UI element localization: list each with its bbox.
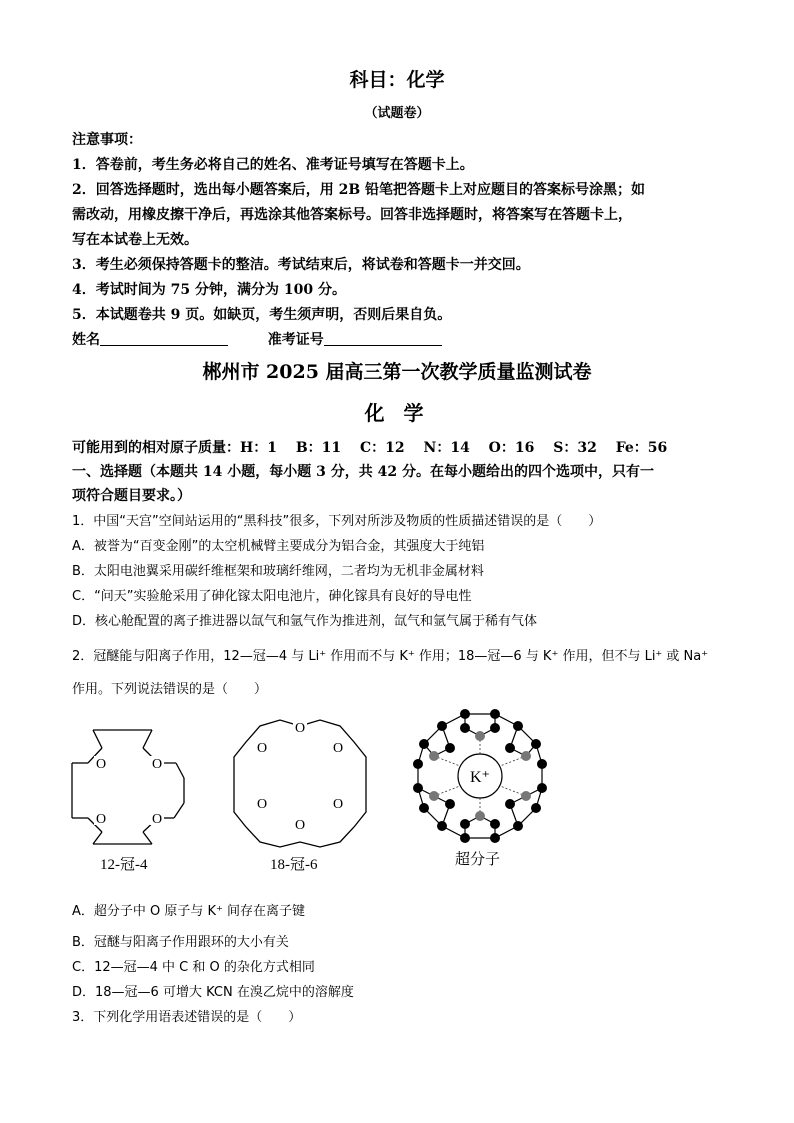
- oxygen-label: O: [256, 741, 268, 756]
- oxygen-label: O: [95, 812, 107, 827]
- candidate-info-row: [72, 330, 442, 350]
- label-supramolecule: 超分子: [455, 852, 501, 868]
- exam-title: 郴州市 2025 届高三第一次教学质量监测试卷: [202, 361, 592, 383]
- q2-option-c: C．12—冠—4 中 C 和 O 的杂化方式相同: [72, 960, 315, 975]
- oxygen-label: O: [151, 757, 163, 772]
- q1-stem: 1．中国“天宫”空间站运用的“黑科技”很多，下列对所涉及物质的性质描述错误的是（ ）: [72, 514, 602, 529]
- q1-option-d: D．核心舱配置的离子推进器以氙气和氩气作为推进剂，氙气和氩气属于稀有气体: [72, 614, 538, 629]
- label-18-crown-6: 18-冠-6: [270, 857, 318, 873]
- oxygen-label: O: [256, 797, 268, 812]
- oxygen-label: O: [332, 797, 344, 812]
- q2-option-a: A．超分子中 O 原子与 K⁺ 间存在离子键: [72, 904, 306, 919]
- notice-title: 注意事项：: [72, 132, 142, 148]
- section-heading-cont: 项符合题目要求。）: [72, 488, 191, 504]
- notice-item: 4．考试时间为 75 分钟，满分为 100 分。: [72, 282, 346, 298]
- oxygen-label: O: [294, 818, 306, 833]
- q3-stem: 3．下列化学用语表述错误的是（ ）: [72, 1010, 302, 1025]
- oxygen-label: O: [95, 757, 107, 772]
- q1-option-c: C．“问天”实验舱采用了砷化镓太阳电池片，砷化镓具有良好的导电性: [72, 589, 472, 604]
- supramolecule-diagram: [410, 706, 550, 846]
- exam-subject: 化 学: [364, 401, 430, 425]
- q2-stem-cont: 作用。下列说法错误的是（ ）: [72, 682, 268, 697]
- crown-12-4-diagram: [70, 718, 200, 848]
- q2-option-b: B．冠醚与阳离子作用跟环的大小有关: [72, 935, 289, 950]
- crown-18-6-diagram: [230, 712, 370, 852]
- notice-item: 5．本试题卷共 9 页。如缺页，考生须声明，否则后果自负。: [72, 307, 452, 323]
- id-blank[interactable]: [324, 331, 442, 346]
- q2-option-d: D．18—冠—6 可增大 KCN 在溴乙烷中的溶解度: [72, 985, 354, 1000]
- oxygen-label: O: [332, 741, 344, 756]
- notice-item: 1．答卷前，考生务必将自己的姓名、准考证号填写在答题卡上。: [72, 157, 474, 173]
- q2-stem: 2．冠醚能与阳离子作用，12—冠—4 与 Li⁺ 作用而不与 K⁺ 作用；18—冠—6 与 K⁺ 作用，但不与 Li⁺ 或 Na⁺: [72, 649, 709, 664]
- oxygen-label: O: [151, 812, 163, 827]
- atomic-masses: 可能用到的相对原子质量：H：1 B：11 C：12 N：14 O：16 S：32 Fe：56: [72, 440, 668, 456]
- section-heading: 一、选择题（本题共 14 小题，每小题 3 分，共 42 分。在每小题给出的四个选项中，只有一: [72, 464, 654, 480]
- id-label: 准考证号: [267, 332, 324, 348]
- q1-option-b: B．太阳电池翼采用碳纤维框架和玻璃纤维网，二者均为无机非金属材料: [72, 564, 484, 579]
- label-12-crown-4: 12-冠-4: [100, 857, 148, 873]
- name-blank[interactable]: [100, 331, 228, 346]
- notice-item: 2．回答选择题时，选出每小题答案后，用 2B 铅笔把答题卡上对应题目的答案标号涂黑；如: [72, 182, 646, 198]
- notice-item: 写在本试卷上无效。: [72, 232, 198, 248]
- subject-title: 科目：化学: [349, 69, 445, 91]
- potassium-ion-label: K⁺: [470, 769, 490, 786]
- paper-type: （试题卷）: [364, 106, 430, 121]
- notice-item: 需改动，用橡皮擦干净后，再选涂其他答案标号。回答非选择题时，将答案写在答题卡上，: [72, 207, 632, 223]
- oxygen-label: O: [294, 721, 306, 736]
- q1-option-a: A．被誉为“百变金刚”的太空机械臂主要成分为铝合金，其强度大于纯铝: [72, 539, 485, 554]
- name-label: 姓名: [72, 332, 100, 348]
- notice-item: 3．考生必须保持答题卡的整洁。考试结束后，将试卷和答题卡一并交回。: [72, 257, 530, 273]
